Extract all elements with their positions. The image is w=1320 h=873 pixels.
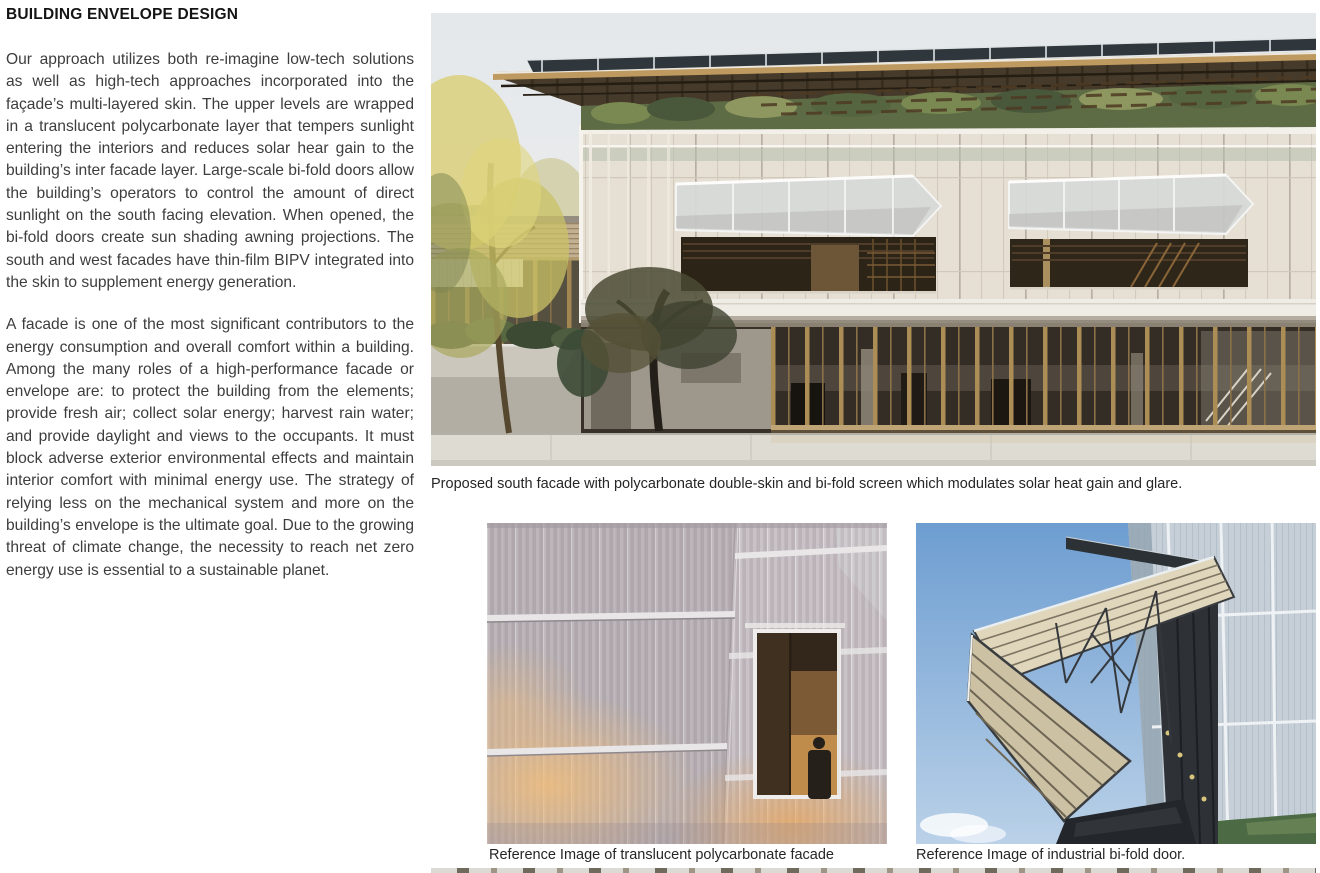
paragraph-approach: Our approach utilizes both re-imagine low-tech solutions as well as high-tech approaches incorporated into the façade’s multi-layered skin. The upper levels are wrapped in a translucent polycarbonate layer that tempers sunlight entering the interiors and reduces solar hear gain to the building’s inter facade layer. Large-scale bi-fold doors allow the building’s operators to control the amount of direct sunlight on the south facing elevation. When opened, the bi-fold doors create sun shading awning projections. The south and west facades have thin-film BIPV integrated into the skin to supplement energy generation. <box>6 51 414 291</box>
bifold-caption: Reference Image of industrial bi-fold door. <box>916 847 1186 863</box>
polycarbonate-facade-image <box>487 523 887 844</box>
sidewalk <box>431 433 1316 466</box>
page-title: BUILDING ENVELOPE DESIGN <box>6 6 239 23</box>
paragraph-facade-role: A facade is one of the most significant contributors to the energy consumption and overall comfort within a building. Among the many roles of a high-performance facade or envelope are: to protect the building from the elements; provide fresh air; collect solar energy; harvest rain water; and provide daylight and views to the occupants. It must block adverse exterior environmental effects and maintain interior comfort with minimal energy use. The strategy of relying less on the mechanical system and more on the building’s envelope is the ultimate goal. Due to the growing threat of climate change, the necessity to reach net zero energy use is essential to a sustainable planet. <box>6 316 414 579</box>
bifold-door-image <box>916 523 1316 844</box>
interior-window-left <box>681 237 936 294</box>
bifold-awning-right <box>1009 175 1253 234</box>
cropped-next-row-strip <box>431 868 1316 873</box>
main-render-image <box>431 13 1316 466</box>
polycarbonate-caption: Reference Image of translucent polycarbonate facade <box>489 847 834 863</box>
main-figure-caption: Proposed south facade with polycarbonate double-skin and bi-fold screen which modulates solar heat gain and glare. <box>431 476 1183 492</box>
bifold-door-illustration <box>916 523 1316 844</box>
open-window <box>745 623 845 799</box>
text-column <box>6 6 414 602</box>
bifold-awning-left <box>676 176 941 236</box>
polycarbonate-facade-illustration <box>487 523 887 844</box>
person-silhouette <box>813 737 825 749</box>
south-facade-illustration <box>431 13 1316 466</box>
interior-window-right <box>1010 239 1248 290</box>
